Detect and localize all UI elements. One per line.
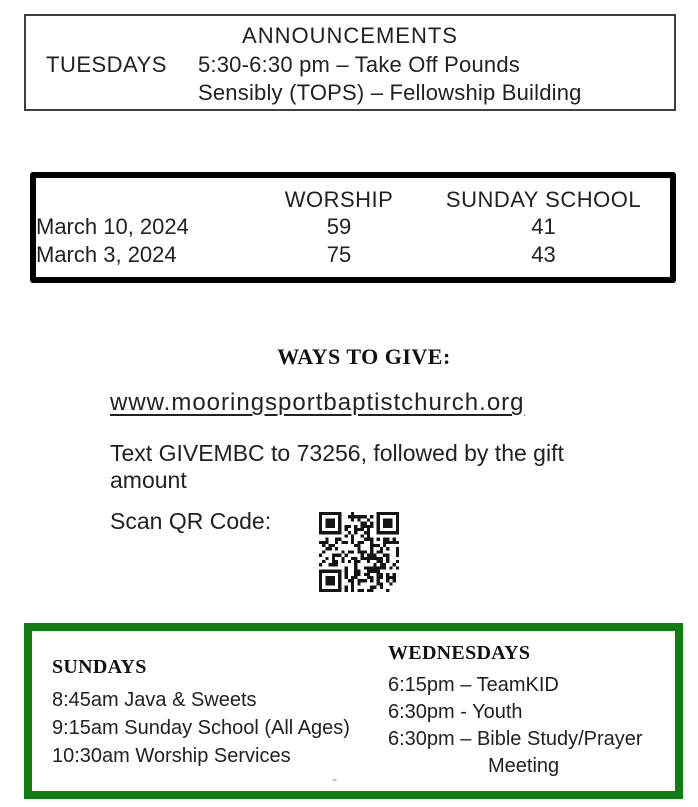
- attendance-sunday-school-count: 43: [531, 242, 556, 267]
- sundays-column: [52, 656, 350, 770]
- announcements-line-1: 5:30-6:30 pm – Take Off Pounds: [198, 52, 520, 77]
- ways-to-give-heading-text: WAYS TO GIVE:: [277, 344, 451, 369]
- announcements-title: ANNOUNCEMENTS: [242, 23, 458, 48]
- attendance-header-worship: WORSHIP: [284, 187, 394, 212]
- table-row: [36, 241, 670, 269]
- church-website-link[interactable]: www.mooringsportbaptistchurch.org: [110, 389, 525, 416]
- text-to-give-line-2: amount: [110, 467, 187, 493]
- attendance-table: [36, 187, 670, 269]
- attendance-date: March 3, 2024: [36, 242, 177, 267]
- attendance-box: [30, 172, 676, 283]
- wednesdays-column: [388, 642, 643, 780]
- text-to-give-line-1: Text GIVEMBC to 73256, followed by the gift: [110, 440, 564, 466]
- weekly-schedule-box: [24, 623, 683, 799]
- attendance-worship-count: 59: [326, 214, 352, 239]
- announcements-day-label: TUESDAYS: [46, 52, 167, 77]
- ways-to-give-heading: [0, 344, 698, 370]
- text-to-give-instructions: [110, 440, 564, 494]
- wednesdays-heading: WEDNESDAYS: [388, 642, 531, 664]
- scan-qr-label: Scan QR Code:: [110, 508, 272, 534]
- attendance-header-row: [36, 187, 670, 213]
- table-row: [36, 213, 670, 241]
- qr-code-image: [319, 512, 399, 592]
- list-item: 10:30am Worship Services: [52, 745, 291, 767]
- sundays-heading: SUNDAYS: [52, 656, 147, 678]
- attendance-sunday-school-count: 41: [531, 214, 556, 239]
- list-item: 6:30pm – Bible Study/Prayer: [388, 728, 643, 750]
- list-item: Meeting: [488, 755, 560, 777]
- list-item: 6:15pm – TeamKID: [388, 674, 559, 696]
- list-item: 8:45am Java & Sweets: [52, 689, 257, 711]
- attendance-worship-count: 75: [326, 242, 352, 267]
- announcements-line-2: Sensibly (TOPS) – Fellowship Building: [198, 80, 582, 105]
- announcements-box: [24, 14, 676, 111]
- attendance-date: March 10, 2024: [36, 214, 189, 239]
- list-item: 6:30pm - Youth: [388, 701, 523, 723]
- attendance-header-empty: [36, 187, 261, 213]
- attendance-header-sunday-school: SUNDAY SCHOOL: [445, 187, 642, 212]
- list-item: 9:15am Sunday School (All Ages): [52, 717, 350, 739]
- stray-dash-mark: -: [332, 771, 338, 788]
